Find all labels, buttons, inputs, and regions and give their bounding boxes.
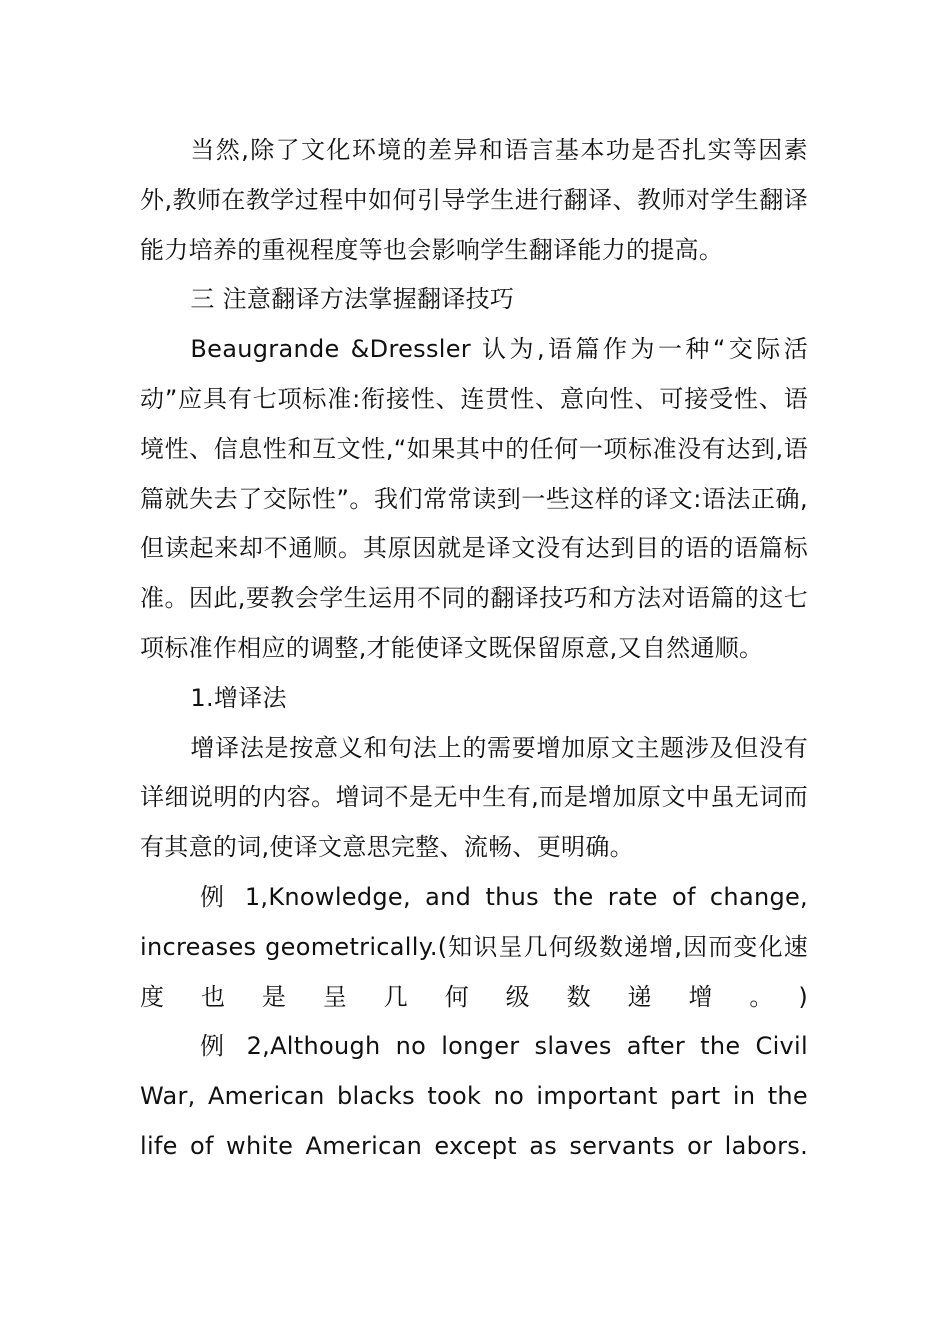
example-1: 例 1,Knowledge, and thus the rate of change, increases geometrically.(知识呈几何级数递增,因而变化速度也是呈几何级数递增。) (140, 882, 808, 1011)
document-body (140, 126, 808, 1172)
subheading-amplification: 1.增译法 (190, 683, 287, 712)
example-2: 例 2,Although no longer slaves after the Civil War, American blacks took no important part in the life of white American except as servants or labors. (140, 1032, 808, 1160)
paragraph-amplification-definition: 增译法是按意义和句法上的需要增加原文主题涉及但没有详细说明的内容。增词不是无中生有,而是增加原文中虽无词而有其意的词,使译文意思完整、流畅、更明确。 (140, 733, 808, 862)
paragraph-translation-factors: 当然,除了文化环境的差异和语言基本功是否扎实等因素外,教师在教学过程中如何引导学生进行翻译、教师对学生翻译能力培养的重视程度等也会影响学生翻译能力的提高。 (140, 136, 808, 264)
paragraph-textuality-standards: Beaugrande &Dressler 认为,语篇作为一种“交际活动”应具有七项标准:衔接性、连贯性、意向性、可接受性、语境性、信息性和互文性,“如果其中的任何一项标准没有达到,语篇就失去了交际性”。我们常常读到一些这样的译文:语法正确,但读起来却不通顺。其原因就是译文没有达到目的语的语篇标准。因此,要教会学生运用不同的翻译技巧和方法对语篇的这七项标准作相应的调整,才能使译文既保留原意,又自然通顺。 (140, 335, 808, 662)
section-heading-translation-methods: 三 注意翻译方法掌握翻译技巧 (190, 285, 515, 314)
